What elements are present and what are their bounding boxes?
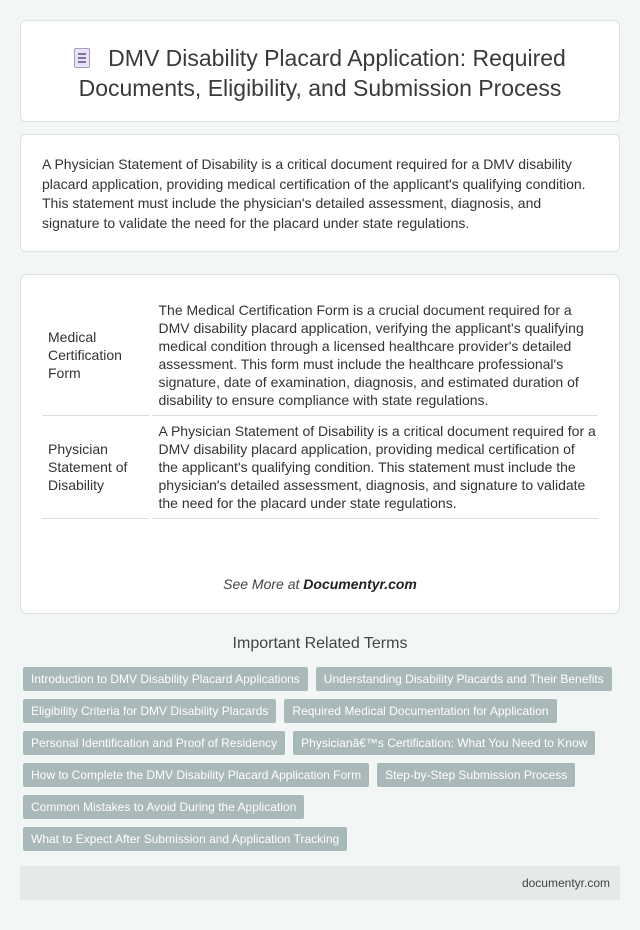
document-icon: [74, 48, 90, 68]
title-card: [20, 20, 620, 122]
page-title: [41, 43, 599, 103]
related-terms-list: [23, 667, 623, 851]
summary-text: A Physician Statement of Disability is a critical document required for a DMV disability placard application, providing medical certification of the applicant's qualifying condition. This statement must include the physician's detailed assessment, diagnosis, and signature to validate the need for the placard under state regulations.: [42, 156, 586, 231]
see-more-prefix: See More at: [223, 576, 304, 592]
related-terms-heading: Important Related Terms: [232, 635, 408, 652]
summary-card: [20, 134, 620, 252]
related-term-tag[interactable]: Common Mistakes to Avoid During the Application: [23, 795, 304, 819]
related-term-tag[interactable]: Eligibility Criteria for DMV Disability Placards: [23, 699, 276, 723]
footer-site[interactable]: documentyr.com: [521, 876, 610, 890]
related-term-tag[interactable]: Understanding Disability Placards and Their Benefits: [316, 667, 612, 691]
table-term: Medical Certification Form: [42, 295, 150, 416]
related-term-tag[interactable]: Introduction to DMV Disability Placard Applications: [23, 667, 308, 691]
table-description: A Physician Statement of Disability is a critical document required for a DMV disability placard application, providing medical certification of the applicant's qualifying condition. This statement must include the physician's detailed assessment, diagnosis, and signature to validate the need for the placard under state regulations.: [150, 416, 598, 519]
related-term-tag[interactable]: Required Medical Documentation for Application: [284, 699, 556, 723]
related-term-tag[interactable]: Physicianâ€™s Certification: What You Need to Know: [293, 731, 595, 755]
related-term-tag[interactable]: How to Complete the DMV Disability Placard Application Form: [23, 763, 369, 787]
table-term: Physician Statement of Disability: [42, 416, 150, 519]
related-term-tag[interactable]: Step-by-Step Submission Process: [377, 763, 575, 787]
documents-card: [20, 274, 620, 614]
related-term-tag[interactable]: Personal Identification and Proof of Residency: [23, 731, 285, 755]
table-description: The Medical Certification Form is a crucial document required for a DMV disability placard application, verifying the applicant's qualifying medical condition through a licensed healthcare provider's detailed assessment. This form must include the healthcare professional's signature, date of examination, diagnosis, and estimated duration of disability to ensure compliance with state regulations.: [150, 295, 598, 416]
see-more-link[interactable]: [21, 576, 619, 592]
see-more-site[interactable]: Documentyr.com: [303, 576, 417, 592]
documents-table: [42, 295, 598, 519]
page-title-text: DMV Disability Placard Application: Required Documents, Eligibility, and Submission Process: [78, 45, 566, 101]
footer: [20, 866, 620, 900]
related-term-tag[interactable]: What to Expect After Submission and Application Tracking: [23, 827, 347, 851]
table-row: [42, 295, 598, 416]
table-row: [42, 416, 598, 519]
